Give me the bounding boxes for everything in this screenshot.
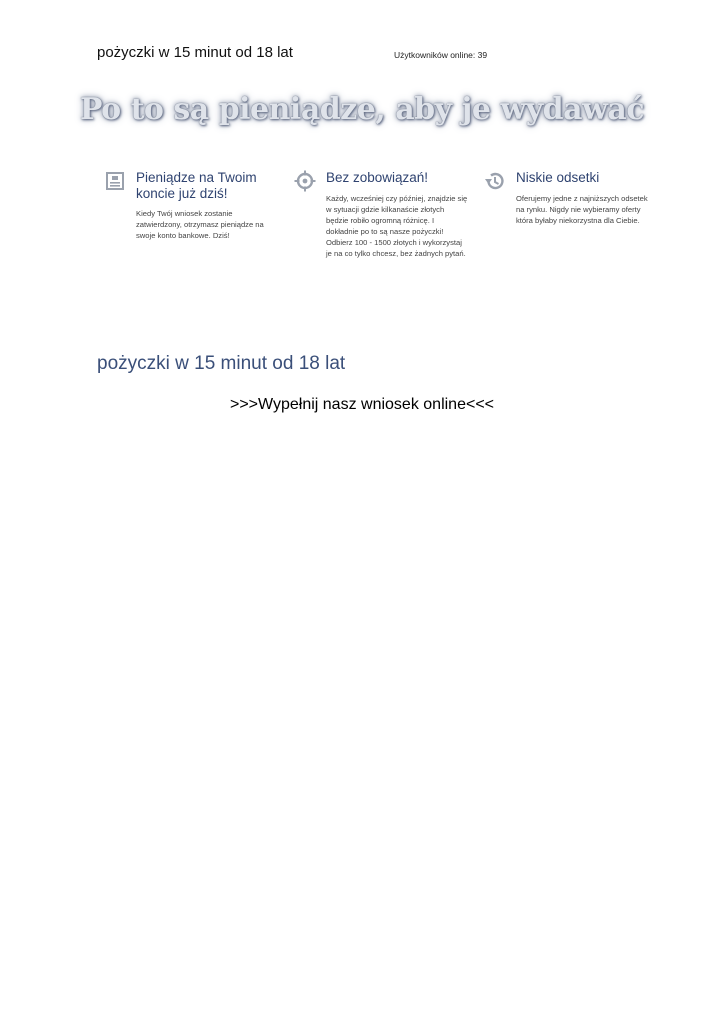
apply-online-link[interactable]: >>>Wypełnij nasz wniosek online<<< [229,396,495,413]
banner-slogan: Po to są pieniądze, aby je wydawać [79,92,645,127]
feature-title: Bez zobowiązań! [326,170,429,185]
feature-title: Pieniądze na Twoim koncie już dziś! [136,170,257,201]
section-title: pożyczki w 15 minut od 18 lat [97,353,346,374]
feature-description: Kiedy Twój wniosek zostanie zatwierdzony, otrzymasz pieniądze na swoje konto bankowe. Dziś! [136,209,264,240]
history-icon [484,170,506,192]
target-icon [294,170,316,192]
feature-title: Niskie odsetki [516,170,600,185]
feature-description: Oferujemy jedne z najniższych odsetek na rynku. Nigdy nie wybieramy oferty która byłaby niekorzystna dla Ciebie. [516,194,648,225]
document-icon [104,170,126,192]
header-title: pożyczki w 15 minut od 18 lat [97,44,293,61]
feature-description: Każdy, wcześniej czy później, znajdzie się w sytuacji gdzie kilkanaście złotych będzie robiło ogromną różnicę. I dokładnie po to są nasze pożyczki! Odbierz 100 - 1500 złotych i wykorzystaj je na co tylko chcesz, bez żadnych pytań. [326,194,468,258]
online-users-counter: Użytkowników online: 39 [394,50,488,60]
